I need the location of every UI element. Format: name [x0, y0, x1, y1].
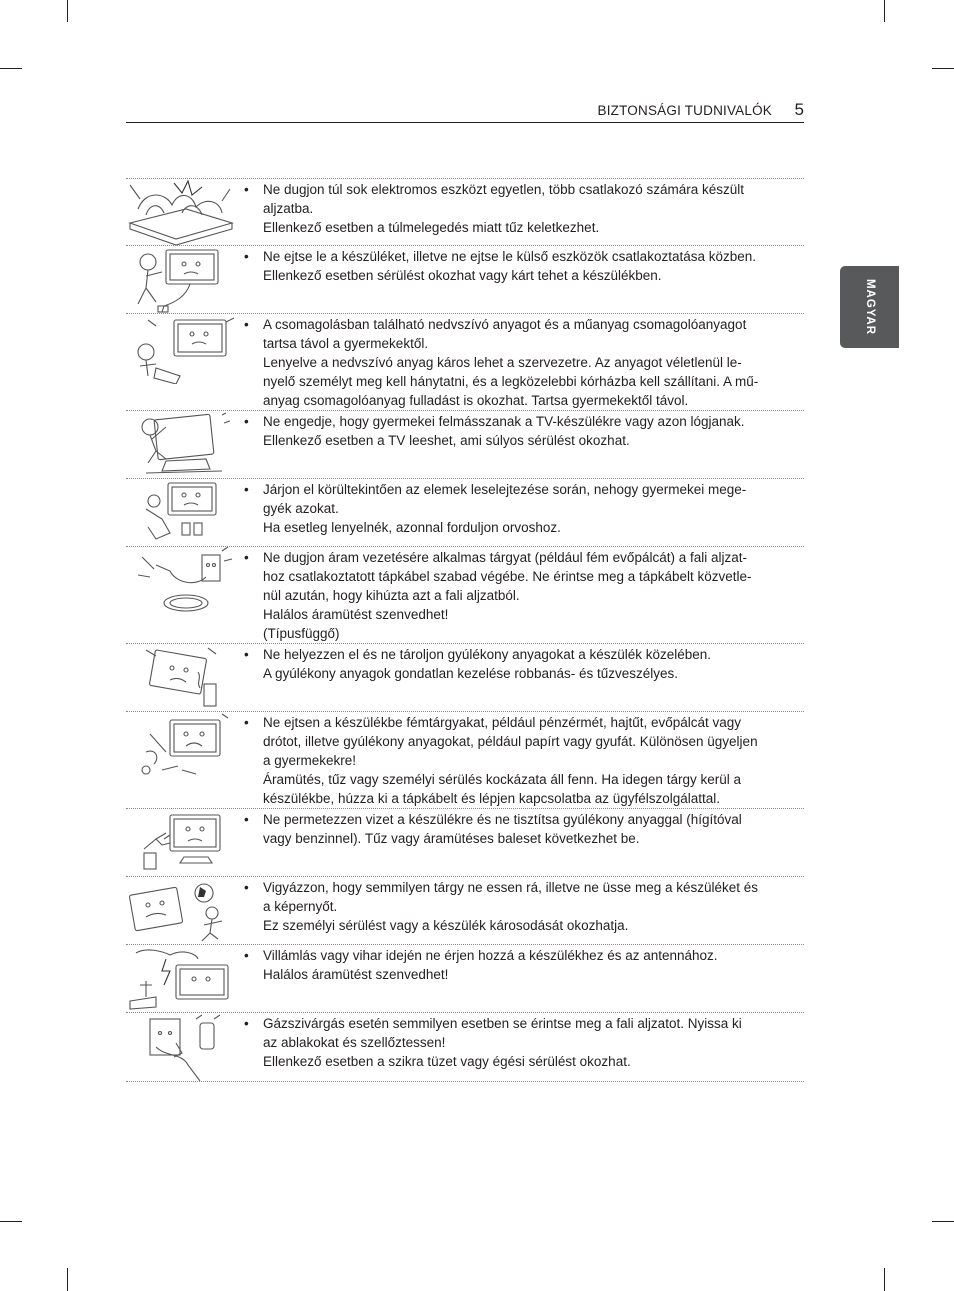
- text-line: A gyúlékony anyagok gondatlan kezelése robbanás- és tűzveszélyes.: [263, 666, 679, 681]
- crop-mark: [932, 1221, 954, 1222]
- safety-text: [263, 713, 793, 808]
- safety-text: [263, 412, 793, 450]
- crop-mark: [932, 68, 954, 69]
- text-line: Ne helyezzen el és ne tároljon gyúlékony anyagokat a készülék közelében.: [263, 647, 712, 662]
- crop-mark: [67, 0, 68, 22]
- page-header: [126, 100, 804, 123]
- bullet-icon: •: [244, 647, 249, 662]
- crop-mark: [0, 68, 22, 69]
- text-line: Villámlás vagy vihar idején ne érjen hozzá a készülékhez és az antennához.: [263, 948, 718, 963]
- text-line: aljzatba.: [263, 201, 314, 216]
- safety-text: [263, 810, 793, 848]
- text-line: Ne engedje, hogy gyermekei felmásszanak a TV-készülékre vagy azon lógjanak.: [263, 414, 745, 429]
- text-line: a gyermekekre!: [263, 753, 357, 768]
- safety-row: [126, 313, 804, 411]
- bullet-icon: •: [244, 715, 249, 730]
- text-line: Lenyelve a nedvszívó anyag káros lehet a szervezetre. Az anyagot véletlenül le-: [263, 355, 742, 370]
- text-line: Gázszivárgás esetén semmilyen esetben se érintse meg a fali aljzatot. Nyissa ki: [263, 1016, 742, 1031]
- safety-row: [126, 245, 804, 314]
- child-with-packaging-illustration: [126, 314, 236, 411]
- text-line: Áramütés, tűz vagy személyi sérülés kockázata áll fenn. Ha idegen tárgy kerül a: [263, 772, 741, 787]
- ball-hitting-screen-illustration: [126, 877, 236, 945]
- text-line: Ellenkező esetben a túlmelegedés miatt tűz keletkezhet.: [263, 220, 600, 235]
- safety-row: [126, 808, 804, 877]
- power-cable-outlet-illustration: [126, 547, 236, 644]
- text-line: Ha esetleg lenyelnék, azonnal forduljon orvoshoz.: [263, 520, 561, 535]
- text-line: Ne permetezzen vizet a készülékre és ne tisztítsa gyúlékony anyaggal (hígítóval: [263, 812, 742, 827]
- text-line: gyék azokat.: [263, 501, 339, 516]
- text-line: vagy benzinnel). Tűz vagy áramütéses baleset következhet be.: [263, 831, 640, 846]
- page-number: 5: [794, 100, 804, 119]
- bullet-icon: •: [244, 249, 249, 264]
- text-line: Ne ejtsen a készülékbe fémtárgyakat, például pénzérmét, hajtűt, evőpálcát vagy: [263, 715, 742, 730]
- crop-mark: [884, 0, 885, 22]
- overloaded-outlet-illustration: [126, 179, 236, 246]
- safety-text: [263, 480, 793, 537]
- bullet-icon: •: [244, 182, 249, 197]
- spray-water-illustration: [126, 809, 236, 877]
- safety-row: [126, 546, 804, 644]
- text-line: Ne ejtse le a készüléket, illetve ne ejtse le külső eszközök csatlakoztatása közben.: [263, 249, 757, 264]
- bullet-icon: •: [244, 948, 249, 963]
- bullet-icon: •: [244, 812, 249, 827]
- section-title: BIZTONSÁGI TUDNIVALÓK: [597, 103, 772, 118]
- text-line: (Típusfüggő): [263, 626, 340, 641]
- language-tab: [840, 266, 899, 348]
- child-climbing-tv-illustration: [126, 411, 236, 479]
- text-line: Ne dugjon túl sok elektromos eszközt egyetlen, több csatlakozó számára készült: [263, 182, 744, 197]
- text-line: Ellenkező esetben sérülést okozhat vagy kárt tehet a készülékben.: [263, 268, 662, 283]
- safety-text: [263, 645, 793, 683]
- bullet-icon: •: [244, 550, 249, 565]
- text-line: Halálos áramütést szenvedhet!: [263, 967, 449, 982]
- safety-text: [263, 247, 793, 285]
- flammable-materials-illustration: [126, 644, 236, 712]
- text-line: hoz csatlakoztatott tápkábel szabad végébe. Ne érintse meg a tápkábelt közvetle-: [263, 569, 752, 584]
- text-line: Ne dugjon áram vezetésére alkalmas tárgyat (például fém evőpálcát) a fali aljzat-: [263, 550, 747, 565]
- safety-row: [126, 711, 804, 809]
- metal-objects-illustration: [126, 712, 236, 809]
- text-line: Ez személyi sérülést vagy a készülék károsodását okozhatja.: [263, 918, 629, 933]
- crop-mark: [884, 1268, 885, 1291]
- bullet-icon: •: [244, 880, 249, 895]
- safety-row: [126, 643, 804, 712]
- text-line: Ellenkező esetben a szikra tüzet vagy égési sérülést okozhat.: [263, 1054, 631, 1069]
- crop-mark: [67, 1268, 68, 1291]
- text-line: tartsa távol a gyermekektől.: [263, 336, 429, 351]
- safety-row: [126, 410, 804, 479]
- text-line: nyelő személyt meg kell hánytatni, és a legközelebbi kórházba kell szállítani. A mű-: [263, 374, 759, 389]
- battery-disposal-illustration: [126, 479, 236, 547]
- text-line: drótot, illetve gyúlékony anyagokat, például papírt vagy gyufát. Különösen ügyeljen: [263, 734, 758, 749]
- text-line: Vigyázzon, hogy semmilyen tárgy ne essen rá, illetve ne üsse meg a készüléket és: [263, 880, 759, 895]
- safety-text: [263, 315, 793, 410]
- crop-mark: [0, 1221, 22, 1222]
- bullet-icon: •: [244, 1016, 249, 1031]
- text-line: Halálos áramütést szenvedhet!: [263, 607, 449, 622]
- safety-row: [126, 1012, 804, 1082]
- text-line: A csomagolásban található nedvszívó anyagot és a műanyag csomagolóanyagot: [263, 317, 747, 332]
- safety-row: [126, 876, 804, 945]
- child-pulling-cable-illustration: [126, 246, 236, 314]
- text-line: készülékbe, húzza ki a tápkábelt és lépjen kapcsolatba az ügyfélszolgálattal.: [263, 791, 721, 806]
- safety-row: [126, 178, 804, 246]
- safety-text: [263, 548, 793, 643]
- safety-text: [263, 1014, 793, 1071]
- safety-text: [263, 180, 793, 237]
- safety-text: [263, 946, 793, 984]
- lightning-storm-illustration: [126, 945, 236, 1013]
- safety-row: [126, 944, 804, 1013]
- text-line: Járjon el körültekintően az elemek leselejtezése során, nehogy gyermekei mege-: [263, 482, 747, 497]
- bullet-icon: •: [244, 414, 249, 429]
- gas-leak-outlet-illustration: [126, 1013, 236, 1081]
- text-line: az ablakokat és szellőztessen!: [263, 1035, 446, 1050]
- text-line: nül azután, hogy kihúzta azt a fali aljzatból.: [263, 588, 520, 603]
- text-line: a képernyőt.: [263, 899, 338, 914]
- text-line: Ellenkező esetben a TV leeshet, ami súlyos sérülést okozhat.: [263, 433, 630, 448]
- language-tab-label: MAGYAR: [863, 278, 876, 336]
- text-line: anyag csomagolóanyag fulladást is okozhat. Tartsa gyermekektől távol.: [263, 393, 689, 408]
- bullet-icon: •: [244, 317, 249, 332]
- bullet-icon: •: [244, 482, 249, 497]
- safety-row: [126, 478, 804, 547]
- safety-text: [263, 878, 793, 935]
